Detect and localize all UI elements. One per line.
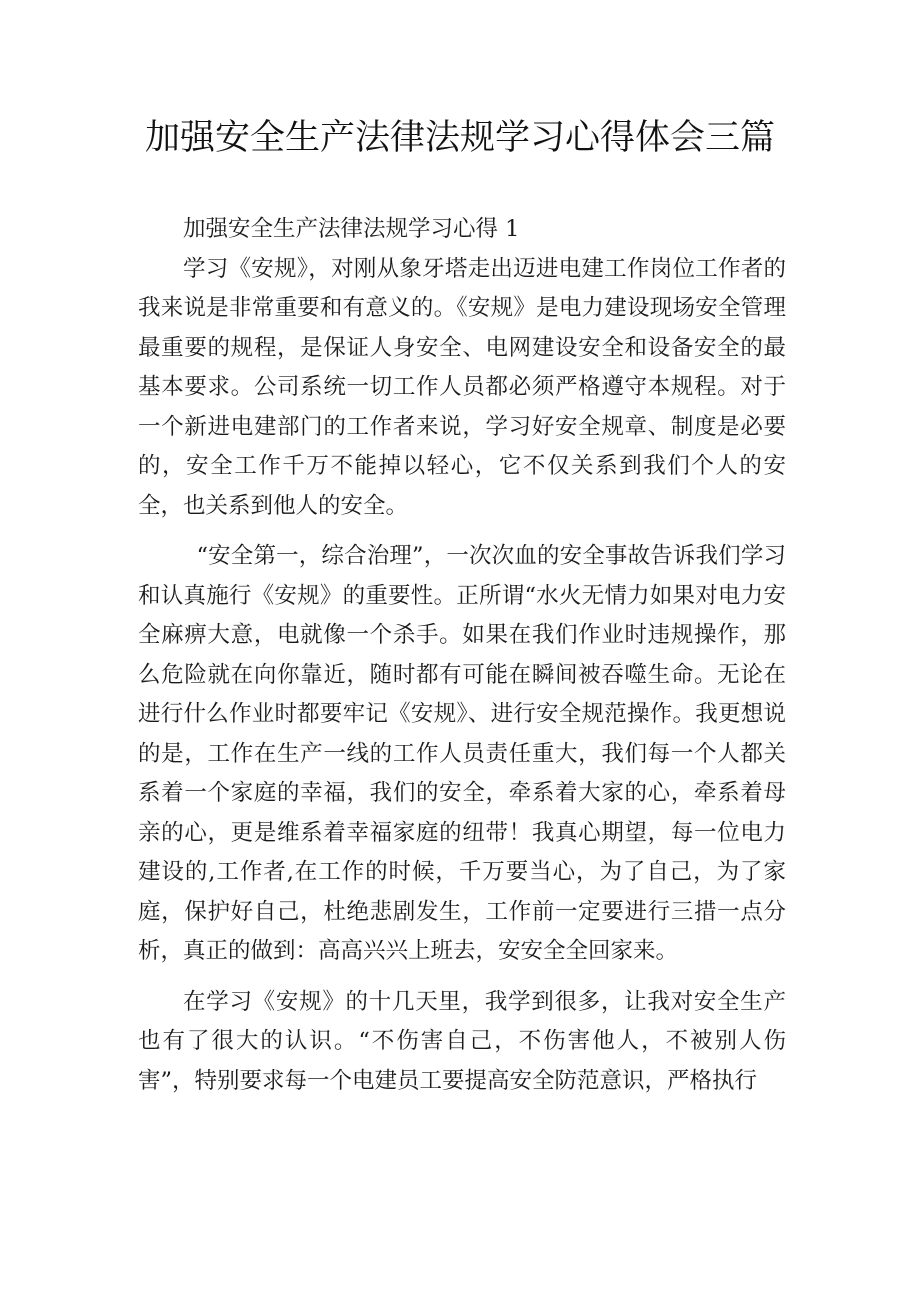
body-paragraph-1: 学习《安规》，对刚从象牙塔走出迈进电建工作岗位工作者的我来说是非常重要和有意义的。《安规》是电力建设现场安全管理最重要的规程，是保证人身安全、电网建设安全和设备安全的最基本要求。公司系统一切工作人员都必须严格遵守本规程。对于一个新进电建部门的工作者来说，学习好安全规章、制度是必要的，安全工作千万不能掉以轻心，它不仅关系到我们个人的安全，也关系到他人的安全。 [138, 255, 786, 519]
section-subheading: 加强安全生产法律法规学习心得 1 [183, 216, 520, 242]
body-paragraph-3: 在学习《安规》的十几天里，我学到很多，让我对安全生产也有了很大的认识。“不伤害自己，不伤害他人，不被别人伤害”，特别要求每一个电建员工要提高安全防范意识，严格执行 [138, 988, 786, 1094]
body-paragraph-2: “安全第一，综合治理”，一次次血的安全事故告诉我们学习和认真施行《安规》的重要性。正所谓“水火无情力如果对电力安全麻痹大意，电就像一个杀手。如果在我们作业时违规操作，那么危险就在向你靠近，随时都有可能在瞬间被吞噬生命。无论在进行什么作业时都要牢记《安规》、进行安全规范操作。我更想说的是，工作在生产一线的工作人员责任重大，我们每一个人都关系着一个家庭的幸福，我们的安全，牵系着大家的心，牵系着母亲的心，更是维系着幸福家庭的纽带！我真心期望，每一位电力建设的,工作者,在工作的时候，千万要当心，为了自己，为了家庭，保护好自己，杜绝悲剧发生，工作前一定要进行三措一点分析，真正的做到：高高兴兴上班去，安安全全回家来。 [138, 543, 786, 964]
document-body [138, 210, 786, 1101]
document-title: 加强安全生产法律法规学习心得体会三篇 [144, 118, 775, 158]
